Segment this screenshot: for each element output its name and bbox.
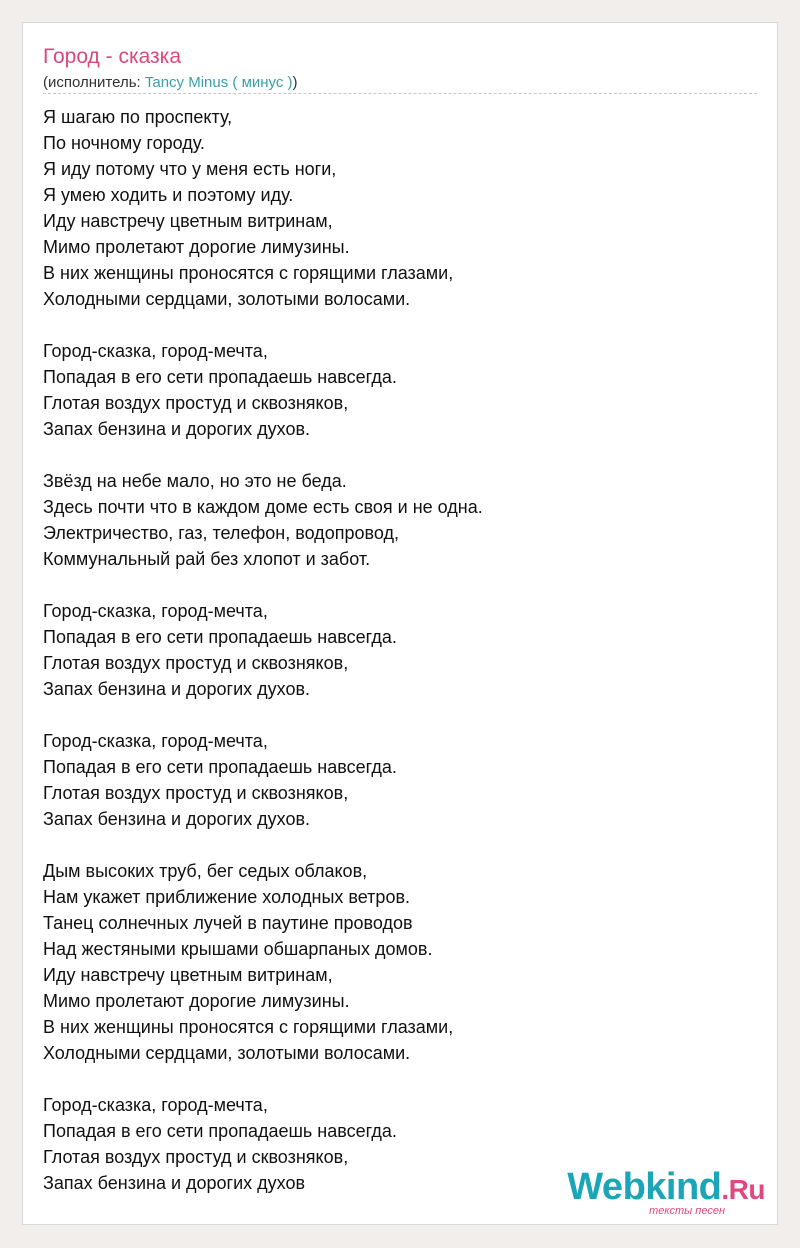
lyrics-card xyxy=(22,22,778,1225)
lyric-line: Я иду потому что у меня есть ноги, xyxy=(43,159,337,179)
lyric-line: Холодными сердцами, золотыми волосами. xyxy=(43,289,411,309)
lyric-line: Мимо пролетают дорогие лимузины. xyxy=(43,237,350,257)
lyric-line: Мимо пролетают дорогие лимузины. xyxy=(43,991,350,1011)
song-title: Город - сказка xyxy=(43,45,182,68)
lyric-line: Запах бензина и дорогих духов. xyxy=(43,419,311,439)
lyric-line: Иду навстречу цветным витринам, xyxy=(43,211,333,231)
stanza-break xyxy=(43,1066,757,1092)
lyric-line: Глотая воздух простуд и сквозняков, xyxy=(43,653,349,673)
logo-word: Webkind xyxy=(567,1166,722,1208)
logo-suffix: .Ru xyxy=(721,1174,765,1205)
lyric-line: В них женщины проносятся с горящими глазами, xyxy=(43,1017,454,1037)
stanza-break xyxy=(43,702,757,728)
logo-tagline: тексты песен xyxy=(649,1205,725,1217)
lyric-line: Здесь почти что в каждом доме есть своя и не одна. xyxy=(43,497,483,517)
lyric-line: В них женщины проносятся с горящими глазами, xyxy=(43,263,454,283)
lyric-line: Город-сказка, город-мечта, xyxy=(43,341,268,361)
lyric-line: Попадая в его сети пропадаешь навсегда. xyxy=(43,757,397,777)
lyric-line: Над жестяными крышами обшарпаных домов. xyxy=(43,939,433,959)
stanza-break xyxy=(43,572,757,598)
lyric-line: Город-сказка, город-мечта, xyxy=(43,601,268,621)
lyric-line: Коммунальный рай без хлопот и забот. xyxy=(43,549,371,569)
lyric-line: Холодными сердцами, золотыми волосами. xyxy=(43,1043,411,1063)
lyric-line: Электричество, газ, телефон, водопровод, xyxy=(43,523,399,543)
lyric-line: Глотая воздух простуд и сквозняков, xyxy=(43,393,349,413)
lyric-line: Глотая воздух простуд и сквозняков, xyxy=(43,783,349,803)
lyric-line: Попадая в его сети пропадаешь навсегда. xyxy=(43,367,397,387)
lyric-line: Я шагаю по проспекту, xyxy=(43,107,233,127)
lyrics-text xyxy=(43,104,757,1196)
divider xyxy=(43,93,757,94)
lyric-line: Попадая в его сети пропадаешь навсегда. xyxy=(43,1121,397,1141)
stanza-break xyxy=(43,442,757,468)
lyric-line: Город-сказка, город-мечта, xyxy=(43,1095,268,1115)
lyric-line: Город-сказка, город-мечта, xyxy=(43,731,268,751)
lyric-line: Запах бензина и дорогих духов. xyxy=(43,809,311,829)
lyric-line: Запах бензина и дорогих духов. xyxy=(43,679,311,699)
artist-suffix: ) xyxy=(292,74,298,91)
stanza-break xyxy=(43,312,757,338)
artist-line xyxy=(43,74,298,91)
lyric-line: Танец солнечных лучей в паутине проводов xyxy=(43,913,413,933)
site-logo[interactable] xyxy=(567,1166,771,1218)
lyric-line: Попадая в его сети пропадаешь навсегда. xyxy=(43,627,397,647)
artist-prefix: (исполнитель: xyxy=(43,74,145,91)
lyric-line: По ночному городу. xyxy=(43,133,205,153)
logo-wordmark xyxy=(567,1166,765,1209)
lyric-line: Иду навстречу цветным витринам, xyxy=(43,965,333,985)
lyric-line: Глотая воздух простуд и сквозняков, xyxy=(43,1147,349,1167)
lyric-line: Звёзд на небе мало, но это не беда. xyxy=(43,471,347,491)
lyric-line: Дым высоких труб, бег седых облаков, xyxy=(43,861,368,881)
lyric-line: Запах бензина и дорогих духов xyxy=(43,1173,306,1193)
artist-link[interactable]: Tancy Minus ( минус ) xyxy=(144,74,293,91)
lyric-line: Нам укажет приближение холодных ветров. xyxy=(43,887,411,907)
stanza-break xyxy=(43,832,757,858)
lyric-line: Я умею ходить и поэтому иду. xyxy=(43,185,294,205)
